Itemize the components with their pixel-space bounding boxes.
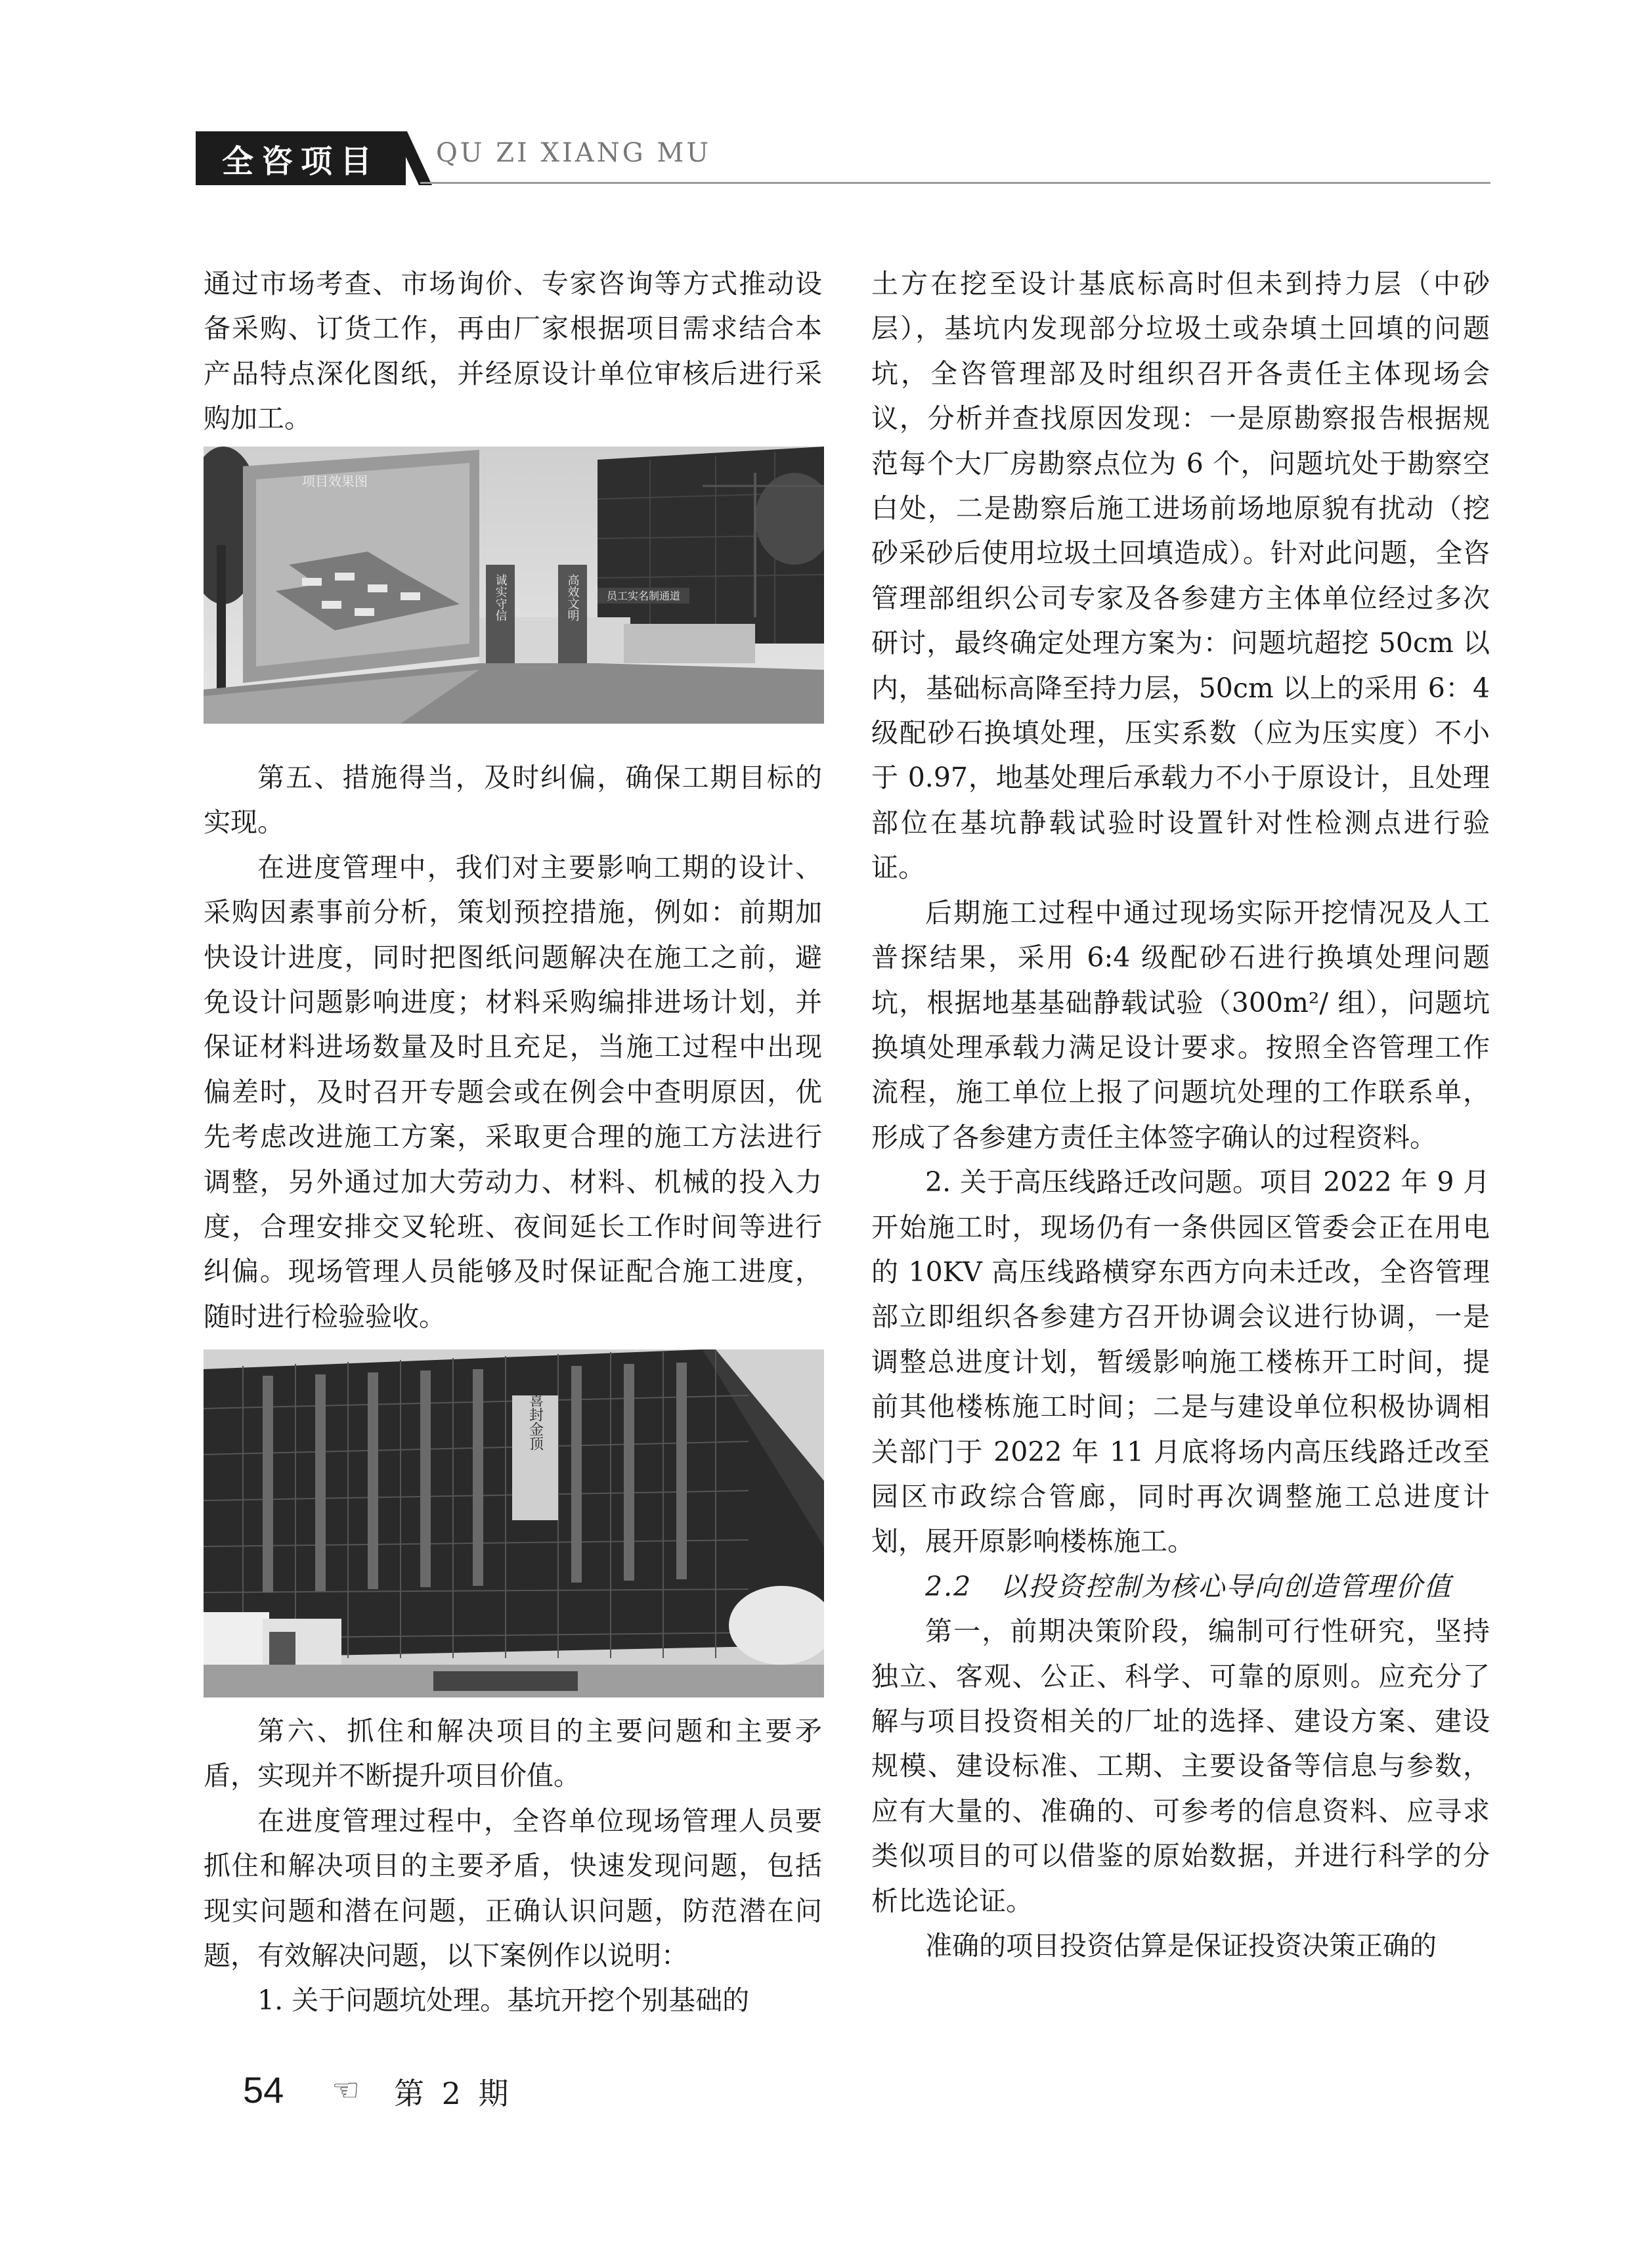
topping-out-banner: 喜封金顶 [527, 1393, 544, 1451]
section-tag-slant [394, 131, 433, 185]
paragraph: 准确的项目投资估算是保证投资决策正确的 [925, 1930, 1437, 1962]
paragraph: 第六、抓住和解决项目的主要问题和主要矛盾，实现并不断提升项目价值。 [204, 1715, 822, 1792]
header-rule [420, 182, 1490, 184]
paragraph: 1. 关于问题坑处理。基坑开挖个别基础的 [257, 1984, 750, 2017]
right-column [871, 261, 1490, 1968]
billboard-caption: 项目效果图 [302, 473, 368, 489]
paragraph: 在进度管理中，我们对主要影响工期的设计、采购因素事前分析，策划预控措施，例如：前期加快设计进度，同时把图纸问题解决在施工之前，避免设计问题影响进度；材料采购编排进场计划，并保证材料进场数量及时且充足，当施工过程中出现偏差时，及时召开专题会或在例会中查明原因，优先考虑改进施工方案，采取更合理的施工方法进行调整，另外通过加大劳动力、材料、机械的投入力度，合理安排交叉轮班、夜间延长工作时间等进行纠偏。现场管理人员能够及时保证配合施工进度，随时进行检验验收。 [204, 851, 822, 1332]
gate-sign-right: 高效文明 [565, 574, 580, 621]
left-column-middle [204, 755, 822, 1339]
section-tag [196, 131, 406, 185]
paragraph: 在进度管理过程中，全咨单位现场管理人员要抓住和解决项目的主要矛盾，快速发现问题，包括现实问题和潜在问题，正确认识问题，防范潜在问题，有效解决问题，以下案例作以说明： [204, 1805, 822, 1972]
paragraph: 后期施工过程中通过现场实际开挖情况及人工普探结果，采用 6:4 级配砂石进行换填处理问题坑，根据地基基础静载试验（300m²/ 组），问题坑换填处理承载力满足设计要求。按照全咨管理工作流程，施工单位上报了问题坑处理的工作联系单，形成了各参建方责任主体签字确认的过程资料。 [871, 896, 1490, 1153]
issue-number: 第 2 期 [394, 2076, 513, 2111]
left-column-top [204, 261, 822, 441]
paragraph: 土方在挖至设计基底标高时但未到持力层（中砂层），基坑内发现部分垃圾土或杂填土回填的问题坑，全咨管理部及时组织召开各责任主体现场会议，分析并查找原因发现：一是原勘察报告根据规范每个大厂房勘察点位为 6 个，问题坑处于勘察空白处，二是勘察后施工进场前场地原貌有扰动（挖砂采砂后使用垃圾土回填造成）。针对此问题，全咨管理部组织公司专家及各参建方主体单位经过多次研讨，最终确定处理方案为：问题坑超挖 50cm 以内，基础标高降至持力层，50cm 以上的采用 6：4 级配砂石换填处理，压实系数（应为压实度）不小于 0.97，地基处理后承载力不小于原设计，且处理部位在基坑静载试验时设置针对性检测点进行验证。 [871, 268, 1490, 884]
construction-gate-photo [204, 447, 824, 724]
section-pinyin: QU ZI XIANG MU [436, 138, 712, 168]
paragraph: 2. 关于高压线路迁改问题。项目 2022 年 9 月开始施工时，现场仍有一条供园区管委会正在用电的 10KV 高压线路横穿东西方向未迁改，全咨管理部立即组织各参建方召开协调会议进行协调，一是调整总进度计划，暂缓影响施工楼栋开工时间，提前其他楼栋施工时间；二是与建设单位积极协调相关部门于 2022 年 11 月底将场内高压线路迁改至园区市政综合管廊，同时再次调整施工总进度计划，展开原影响楼栋施工。 [871, 1166, 1490, 1558]
paragraph: 通过市场考查、市场询价、专家咨询等方式推动设备采购、订货工作，再由厂家根据项目需求结合本产品特点深化图纸，并经原设计单位审核后进行采购加工。 [204, 268, 822, 435]
left-column-bottom [204, 1709, 822, 2023]
pointing-hand-icon: ☜ [332, 2072, 360, 2109]
section-subheading: 2.2 以投资控制为核心导向创造管理价值 [925, 1570, 1452, 1602]
gate-sign-left: 诚实守信 [493, 574, 508, 621]
building-topping-out-photo [204, 1349, 824, 1698]
paragraph: 第五、措施得当，及时纠偏，确保工期目标的实现。 [204, 762, 822, 839]
gate-sign-entry: 员工实名制通道 [606, 590, 681, 602]
paragraph: 第一，前期决策阶段，编制可行性研究，坚持独立、客观、公正、科学、可靠的原则。应充分了解与项目投资相关的厂址的选择、建设方案、建设规模、建设标准、工期、主要设备等信息与参数，应有大量的、准确的、可参考的信息资料、应寻求类似项目的可以借鉴的原始数据，并进行科学的分析比选论证。 [871, 1615, 1490, 1917]
page-number: 54 [243, 2069, 284, 2111]
section-label: 全咨项目 [221, 142, 380, 180]
